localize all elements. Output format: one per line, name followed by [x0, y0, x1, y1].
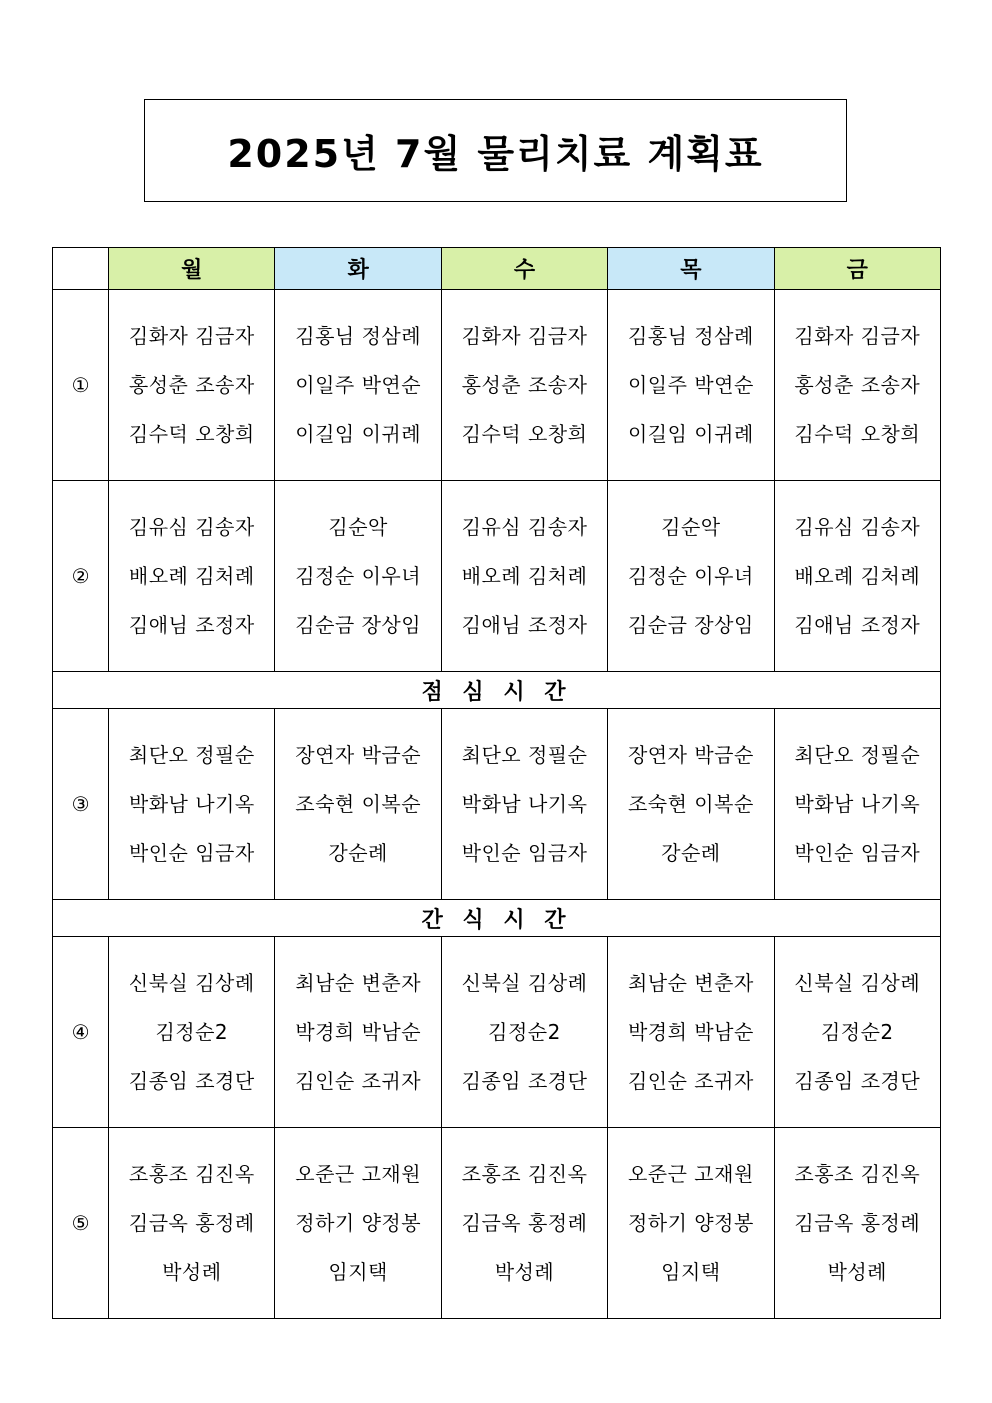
patient-names — [775, 969, 940, 1096]
patient-name-line: 정하기 양정봉 — [295, 1210, 422, 1235]
slot-label: ③ — [53, 709, 109, 900]
patient-names — [275, 322, 440, 449]
patient-name-line: 박경희 박남순 — [295, 1019, 422, 1044]
patient-name-line: 김인순 조귀자 — [295, 1068, 422, 1093]
patient-name-line: 최단오 정필순 — [128, 742, 255, 767]
patient-name-line: 박화남 나기옥 — [794, 791, 921, 816]
day-header-row — [53, 248, 941, 290]
patient-name-line: 최단오 정필순 — [794, 742, 921, 767]
patient-name-line: 박경희 박남순 — [627, 1019, 754, 1044]
patient-name-line: 조홍조 김진옥 — [461, 1161, 588, 1186]
patient-name-line: 김화자 김금자 — [128, 323, 255, 348]
patient-name-line: 박성례 — [162, 1259, 222, 1284]
schedule-cell — [109, 481, 275, 672]
schedule-cell — [275, 1128, 441, 1319]
patient-name-line: 김화자 김금자 — [461, 323, 588, 348]
patient-names — [275, 513, 440, 640]
patient-name-line: 조숙현 이복순 — [295, 791, 422, 816]
patient-name-line: 박화남 나기옥 — [128, 791, 255, 816]
slot-row-4 — [53, 937, 941, 1128]
slot-label: ① — [53, 290, 109, 481]
patient-name-line: 김수덕 오창희 — [128, 421, 255, 446]
schedule-cell — [774, 1128, 940, 1319]
patient-names — [442, 513, 607, 640]
patient-name-line: 최단오 정필순 — [461, 742, 588, 767]
patient-name-line: 김화자 김금자 — [794, 323, 921, 348]
schedule-cell — [275, 290, 441, 481]
day-header-tue: 화 — [275, 248, 441, 290]
day-header-mon: 월 — [109, 248, 275, 290]
schedule-cell — [109, 709, 275, 900]
patient-name-line: 홍성춘 조송자 — [794, 372, 921, 397]
schedule-cell — [608, 481, 774, 672]
patient-name-line: 조홍조 김진옥 — [128, 1161, 255, 1186]
schedule-cell — [608, 1128, 774, 1319]
slot-label: ② — [53, 481, 109, 672]
patient-name-line: 조숙현 이복순 — [627, 791, 754, 816]
patient-name-line: 김수덕 오창희 — [794, 421, 921, 446]
patient-name-line: 이일주 박연순 — [627, 372, 754, 397]
patient-names — [775, 1160, 940, 1287]
lunch-break-label: 점 심 시 간 — [53, 672, 941, 709]
patient-name-line: 홍성춘 조송자 — [461, 372, 588, 397]
patient-name-line: 박인순 임금자 — [794, 840, 921, 865]
patient-names — [608, 513, 773, 640]
patient-names — [275, 969, 440, 1096]
schedule-cell — [275, 709, 441, 900]
patient-name-line: 이길임 이귀례 — [295, 421, 422, 446]
schedule-cell — [441, 1128, 607, 1319]
patient-name-line: 강순례 — [328, 840, 388, 865]
schedule-cell — [774, 481, 940, 672]
patient-names — [109, 1160, 274, 1287]
patient-name-line: 김홍님 정삼례 — [627, 323, 754, 348]
patient-name-line: 오준근 고재원 — [627, 1161, 754, 1186]
patient-name-line: 박성례 — [494, 1259, 555, 1284]
patient-name-line: 배오례 김처례 — [128, 563, 255, 588]
schedule-cell — [441, 481, 607, 672]
patient-name-line: 장연자 박금순 — [627, 742, 754, 767]
patient-names — [442, 969, 607, 1096]
patient-name-line: 박인순 임금자 — [461, 840, 588, 865]
schedule-cell — [275, 937, 441, 1128]
patient-name-line: 김금옥 홍정례 — [128, 1210, 255, 1235]
patient-names — [275, 741, 440, 868]
patient-name-line: 김정순2 — [155, 1019, 229, 1044]
patient-names — [608, 741, 773, 868]
patient-name-line: 김유심 김송자 — [794, 514, 921, 539]
schedule-cell — [608, 290, 774, 481]
patient-name-line: 신북실 김상례 — [794, 970, 921, 995]
schedule-cell — [608, 937, 774, 1128]
schedule-cell — [774, 709, 940, 900]
patient-names — [442, 741, 607, 868]
patient-name-line: 김정순 이우녀 — [295, 563, 422, 588]
patient-names — [109, 741, 274, 868]
lunch-break-row — [53, 672, 941, 709]
patient-name-line: 김종임 조경단 — [128, 1068, 255, 1093]
patient-name-line: 김순금 장상임 — [295, 612, 422, 637]
schedule-cell — [109, 290, 275, 481]
patient-name-line: 박성례 — [827, 1259, 888, 1284]
patient-names — [442, 1160, 607, 1287]
patient-name-line: 신북실 김상례 — [461, 970, 588, 995]
title-box — [144, 99, 847, 202]
patient-name-line: 김순악 — [328, 514, 388, 539]
slot-row-3 — [53, 709, 941, 900]
patient-names — [275, 1160, 440, 1287]
patient-name-line: 신북실 김상례 — [128, 970, 255, 995]
patient-name-line: 김수덕 오창희 — [461, 421, 588, 446]
patient-name-line: 김금옥 홍정례 — [461, 1210, 588, 1235]
patient-names — [608, 969, 773, 1096]
patient-name-line: 김정순 이우녀 — [627, 563, 754, 588]
patient-names — [109, 513, 274, 640]
schedule-cell — [441, 709, 607, 900]
day-header-fri: 금 — [774, 248, 940, 290]
patient-name-line: 김정순2 — [820, 1019, 894, 1044]
patient-name-line: 박인순 임금자 — [128, 840, 255, 865]
slot-label: ④ — [53, 937, 109, 1128]
snack-break-label: 간 식 시 간 — [53, 900, 941, 937]
schedule-cell — [109, 1128, 275, 1319]
therapy-schedule-table — [52, 247, 941, 1319]
patient-names — [608, 1160, 773, 1287]
patient-name-line: 정하기 양정봉 — [627, 1210, 754, 1235]
patient-names — [608, 322, 773, 449]
slot-row-5 — [53, 1128, 941, 1319]
patient-name-line: 장연자 박금순 — [295, 742, 422, 767]
schedule-cell — [774, 937, 940, 1128]
patient-name-line: 김순금 장상임 — [627, 612, 754, 637]
patient-name-line: 김애님 조정자 — [794, 612, 921, 637]
schedule-cell — [109, 937, 275, 1128]
slot-label: ⑤ — [53, 1128, 109, 1319]
schedule-body — [53, 248, 941, 1319]
patient-name-line: 김애님 조정자 — [128, 612, 255, 637]
patient-name-line: 김홍님 정삼례 — [295, 323, 422, 348]
day-header-wed: 수 — [441, 248, 607, 290]
patient-names — [775, 322, 940, 449]
patient-name-line: 김인순 조귀자 — [627, 1068, 754, 1093]
patient-name-line: 김종임 조경단 — [794, 1068, 921, 1093]
patient-name-line: 오준근 고재원 — [295, 1161, 422, 1186]
corner-cell — [53, 248, 109, 290]
slot-row-2 — [53, 481, 941, 672]
page-title: 2025년 7월 물리치료 계획표 — [227, 132, 764, 176]
patient-name-line: 김정순2 — [488, 1019, 561, 1044]
patient-name-line: 이일주 박연순 — [295, 372, 422, 397]
schedule-cell — [608, 709, 774, 900]
patient-name-line: 김금옥 홍정례 — [794, 1210, 921, 1235]
patient-name-line: 이길임 이귀례 — [627, 421, 754, 446]
patient-name-line: 박화남 나기옥 — [461, 791, 588, 816]
patient-names — [775, 513, 940, 640]
patient-name-line: 김유심 김송자 — [128, 514, 255, 539]
patient-name-line: 임지택 — [328, 1259, 388, 1284]
day-header-thu: 목 — [608, 248, 774, 290]
schedule-cell — [774, 290, 940, 481]
patient-names — [442, 322, 607, 449]
patient-name-line: 강순례 — [661, 840, 721, 865]
patient-name-line: 최남순 변춘자 — [627, 970, 754, 995]
patient-name-line: 조홍조 김진옥 — [794, 1161, 921, 1186]
patient-name-line: 홍성춘 조송자 — [128, 372, 255, 397]
patient-name-line: 김유심 김송자 — [461, 514, 588, 539]
patient-names — [775, 741, 940, 868]
schedule-cell — [441, 290, 607, 481]
snack-break-row — [53, 900, 941, 937]
patient-name-line: 김순악 — [661, 514, 721, 539]
patient-name-line: 김애님 조정자 — [461, 612, 588, 637]
patient-name-line: 배오례 김처례 — [461, 563, 588, 588]
patient-name-line: 배오례 김처례 — [794, 563, 921, 588]
slot-row-1 — [53, 290, 941, 481]
patient-names — [109, 322, 274, 449]
patient-name-line: 김종임 조경단 — [461, 1068, 588, 1093]
patient-names — [109, 969, 274, 1096]
patient-name-line: 최남순 변춘자 — [295, 970, 422, 995]
schedule-cell — [441, 937, 607, 1128]
schedule-cell — [275, 481, 441, 672]
patient-name-line: 임지택 — [661, 1259, 721, 1284]
